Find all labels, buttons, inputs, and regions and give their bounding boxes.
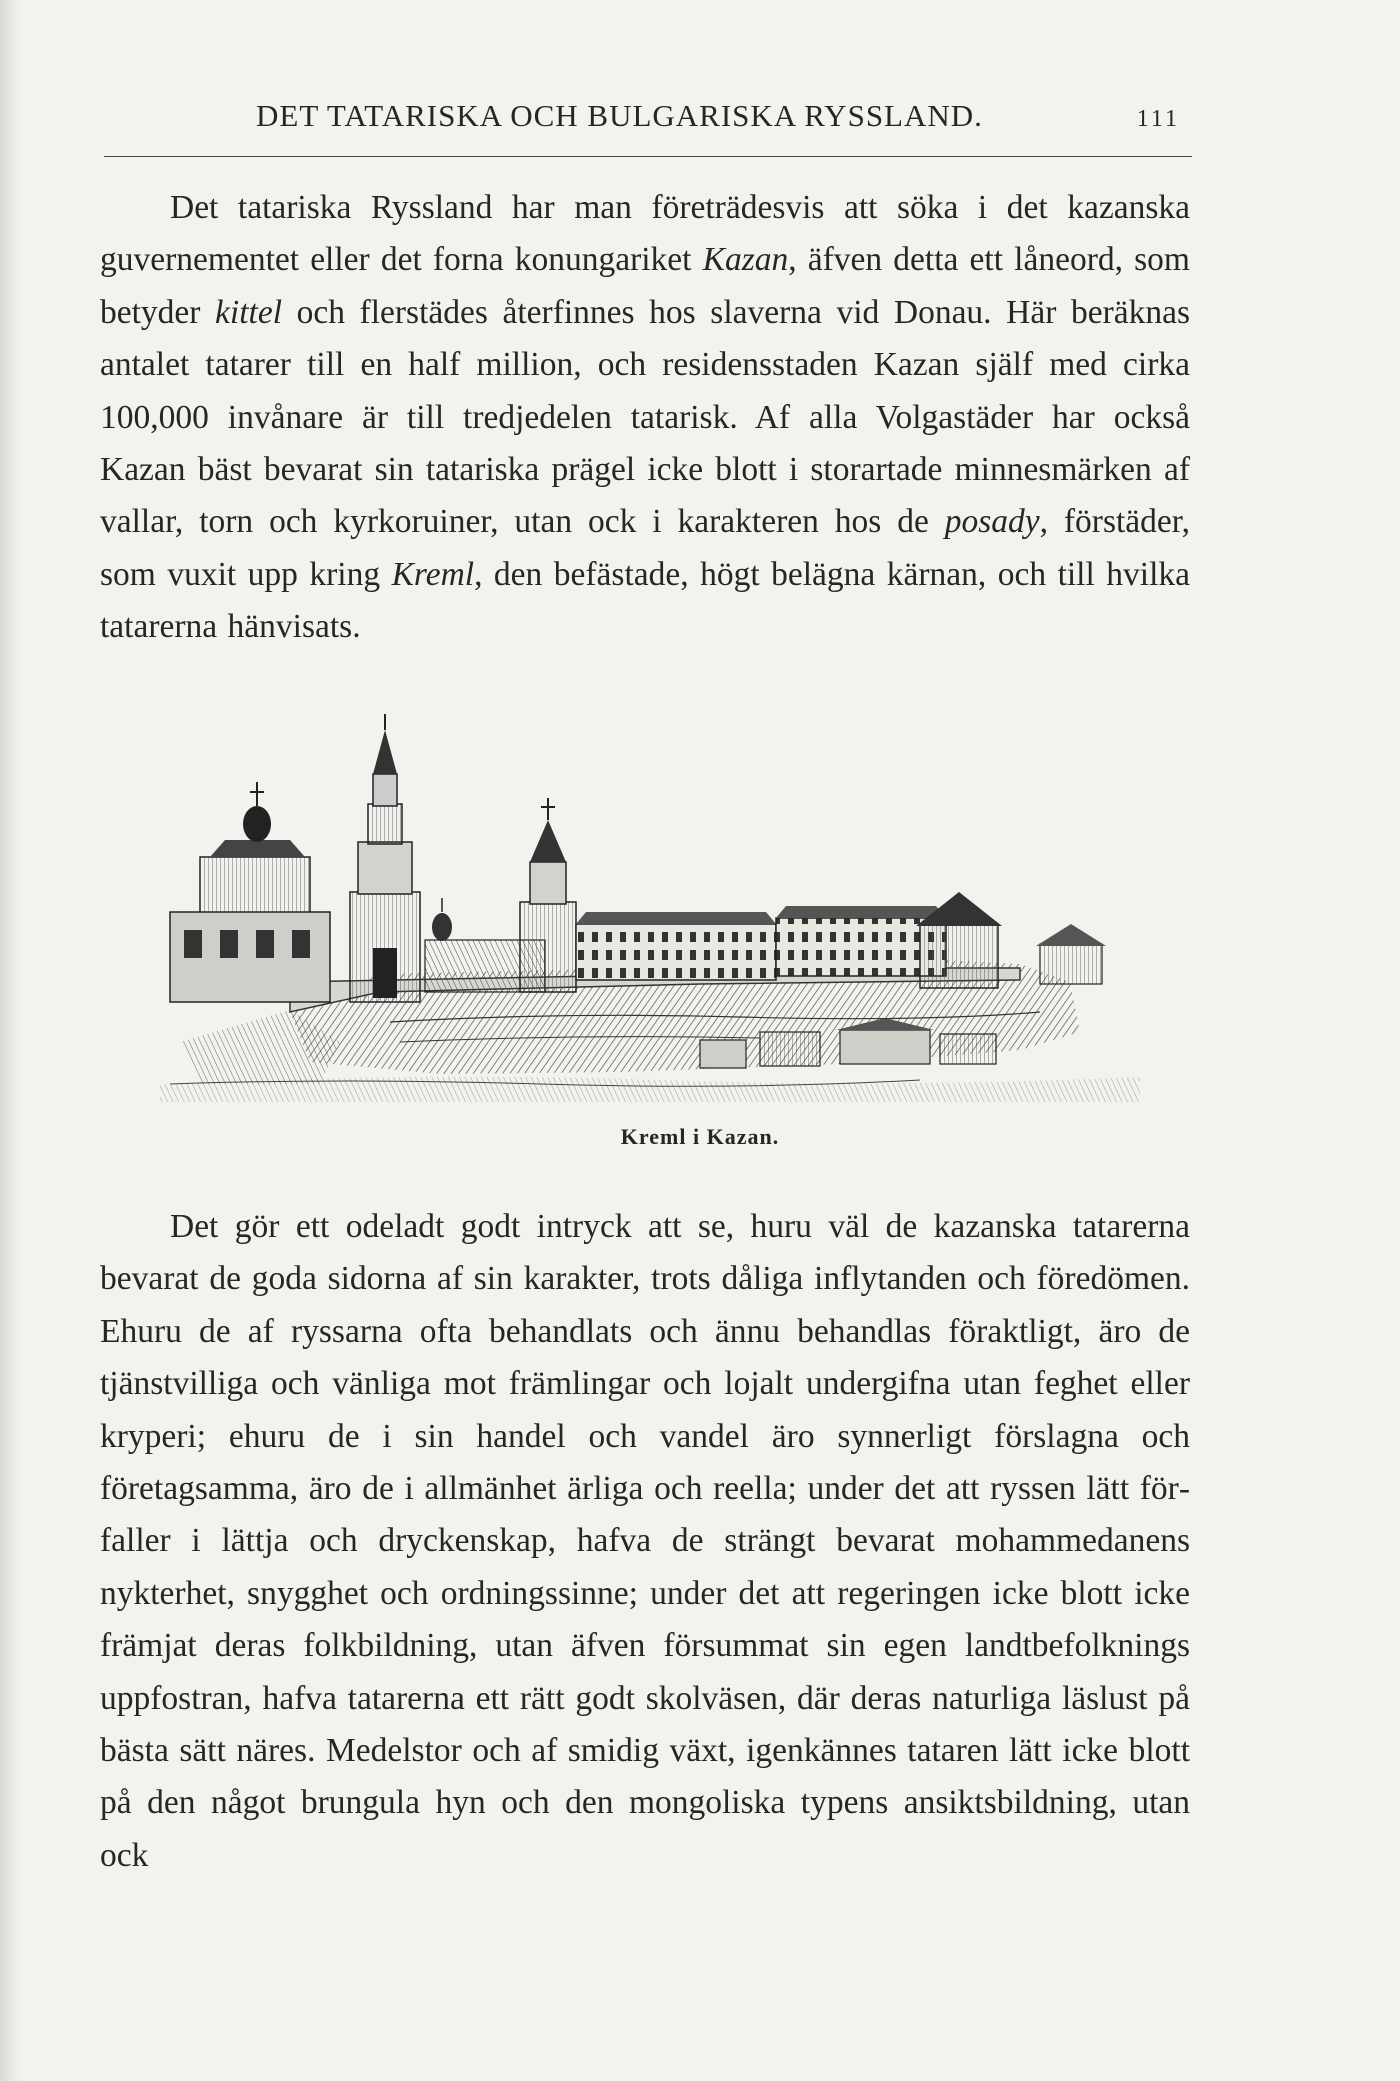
paragraph-1: Det tatariska Ryssland har man företrädesvis att söka i det kazanska guvernementet eller det forna konungariket Kazan, äfven detta ett låneord, som betyder kittel och flerstädes återfinnes hos slaverna vid Donau. Här beräknas antalet tatarer till en half million, och residensstaden Kazan själf med cirka 100,000 invånare är till tredjedelen tatarisk. Af alla Volgastäder har också Kazan bäst bevarat sin tatariska prägel icke blott i storartade minnesmärken af vallar, torn och kyrkoruiner, utan ock i karakteren hos de posady, förstäder, som vuxit upp kring Kreml, den befästade, högt belägna kärnan, och till hvilka tatarerna hänvisats. — [100, 189, 1191, 646]
figure-caption: Kreml i Kazan. — [620, 1124, 780, 1149]
paragraph-2: Det gör ett odeladt godt intryck att se, huru väl de kazanska tatarerna bevarat de goda sidorna af sin karakter, trots dåliga inflytanden och föredömen. Ehuru de af ryssarna ofta behandlats och ännu behandlas föraktligt, äro de tjänstvilliga och vänliga mot främlingar och lojalt undergifna utan feghet eller kryperi; ehuru de i sin handel och vandel äro synnerligt förslagna och företagsamma, äro de i allmänhet ärliga och reella; under det att ryssen lätt förfaller i lättja och dryckenskap, hafva de strängt bevarat mohammedanens nykterhet, snygghet och ordningssinne; under det att regeringen icke blott icke främjat deras folkbildning, utan äfven försummat sin egen landtbefolknings uppfostran, hafva tatarerna ett rätt godt skolväsen, där deras naturliga läslust på bästa sätt näres. Medelstor och af smidig växt, igenkännes tataren lätt icke blott på den något brungula hyn och den mongoliska typens ansiktsbildning, utan ock — [100, 1208, 1190, 1874]
header-rule — [104, 156, 1192, 157]
running-head — [100, 98, 1190, 142]
running-head-title: DET TATARISKA OCH BULGARISKA RYSSLAND. — [256, 98, 983, 133]
page-number: 111 — [1136, 106, 1180, 132]
kremlin-illustration — [140, 712, 1150, 1102]
page-gutter-shadow — [0, 0, 22, 2081]
